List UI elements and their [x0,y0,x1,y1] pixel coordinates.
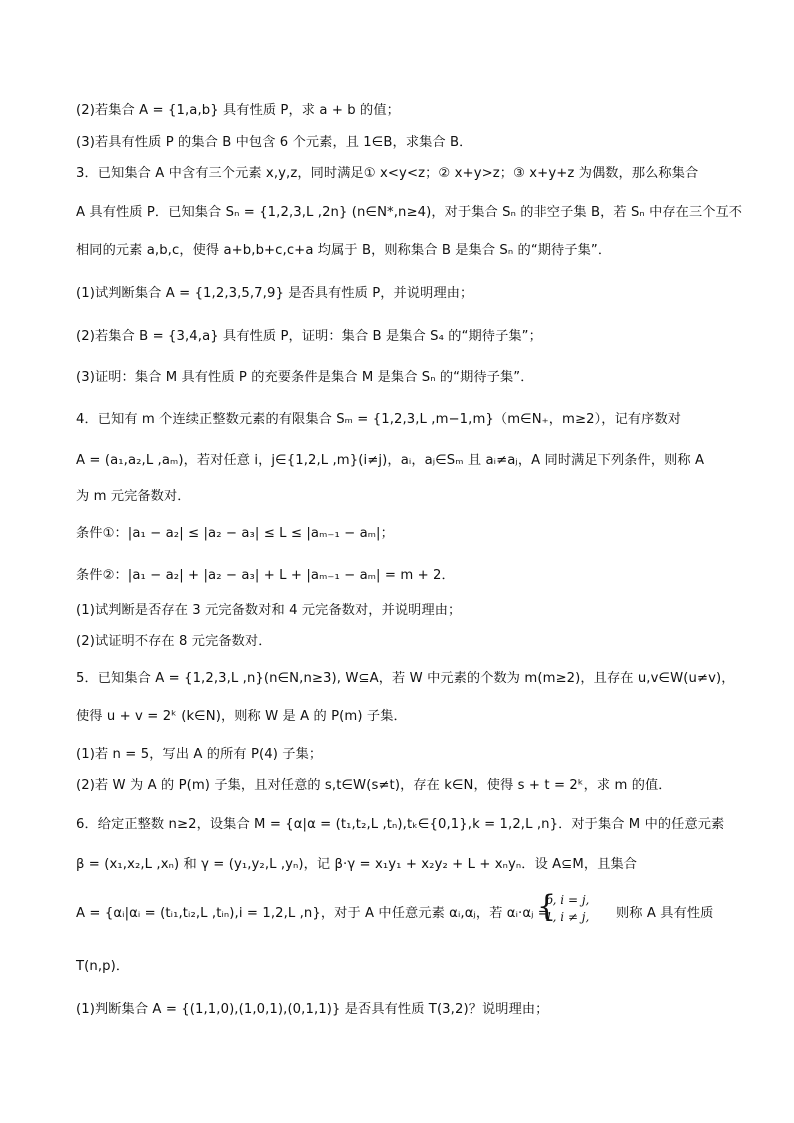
q2-part2: (2)若集合 A = {1,a,b} 具有性质 P，求 a + b 的值； [76,103,400,118]
q4-part2: (2)试证明不存在 8 元完备数对． [76,634,272,649]
q4-condition2: 条件②：|a₁ − a₂| + |a₂ − a₃| + L + |aₘ₋₁ − aₘ| = m + 2． [76,568,455,583]
q4-stem-line3: 为 m 元完备数对． [76,489,191,504]
q4-condition1: 条件①：|a₁ − a₂| ≤ |a₂ − a₃| ≤ L ≤ |aₘ₋₁ − aₘ|； [76,526,394,541]
q5-stem-line2: 使得 u + v = 2ᵏ (k∈N)，则称 W 是 A 的 P(m) 子集． [76,709,407,724]
q5-part2: (2)若 W 为 A 的 P(m) 子集，且对任意的 s,t∈W(s≠t)，存在 k∈N，使得 s + t = 2ᵏ，求 m 的值． [76,778,672,793]
piecewise-cases [537,889,590,926]
case-row-2: 1, i ≠ j, [545,910,590,924]
q3-stem-line2: A 具有性质 P．已知集合 Sₙ = {1,2,3,L ,2n} (n∈N*,n≥4)，对于集合 Sₙ 的非空子集 B，若 Sₙ 中存在三个互不 [76,205,743,220]
q6-stem-line1: 6．给定正整数 n≥2，设集合 M = {α|α = (t₁,t₂,L ,tₙ),tₖ∈{0,1},k = 1,2,L ,n}．对于集合 M 中的任意元素 [76,817,725,832]
q6-stem-tail: 则称 A 具有性质 [616,906,714,921]
q3-stem-line1: 3．已知集合 A 中含有三个元素 x,y,z，同时满足① x<y<z；② x+y>z；③ x+y+z 为偶数，那么称集合 [76,166,699,181]
q6-stem-line2: β = (x₁,x₂,L ,xₙ) 和 γ = (y₁,y₂,L ,yₙ)，记 β·γ = x₁y₁ + x₂y₂ + L + xₙyₙ．设 A⊆M，且集合 [76,857,638,872]
q4-stem-line1: 4．已知有 m 个连续正整数元素的有限集合 Sₘ = {1,2,3,L ,m−1,m}（m∈N₊，m≥2），记有序数对 [76,412,682,427]
q4-stem-line2: A = (a₁,a₂,L ,aₘ)，若对任意 i，j∈{1,2,L ,m}(i≠j)，aᵢ，aⱼ∈Sₘ 且 aᵢ≠aⱼ，A 同时满足下列条件，则称 A [76,453,705,468]
q6-stem-line3: A = {αᵢ|αᵢ = (tᵢ₁,tᵢ₂,L ,tᵢₙ),i = 1,2,L ,n}，对于 A 中任意元素 αᵢ,αⱼ，若 αᵢ·αⱼ = [76,906,549,921]
q4-part1: (1)试判断是否存在 3 元完备数对和 4 元完备数对，并说明理由； [76,603,462,618]
left-brace: { [537,889,557,924]
q3-stem-line3: 相同的元素 a,b,c，使得 a+b,b+c,c+a 均属于 B，则称集合 B 是集合 Sₙ 的“期待子集”． [76,243,612,258]
q3-part2: (2)若集合 B = {3,4,a} 具有性质 P，证明：集合 B 是集合 S₄ 的“期待子集”； [76,329,542,344]
q6-stem-line4: T(n,p)． [76,959,130,974]
q5-stem-line1: 5．已知集合 A = {1,2,3,L ,n}(n∈N,n≥3), W⊆A，若 W 中元素的个数为 m(m≥2)，且存在 u,v∈W(u≠v)， [76,671,735,686]
case-row-1: p, i = j, [545,893,590,907]
q3-part3: (3)证明：集合 M 具有性质 P 的充要条件是集合 M 是集合 Sₙ 的“期待子集”． [76,370,534,385]
q2-part3: (3)若具有性质 P 的集合 B 中包含 6 个元素，且 1∈B，求集合 B． [76,135,473,150]
q5-part1: (1)若 n = 5，写出 A 的所有 P(4) 子集； [76,747,323,762]
q3-part1: (1)试判断集合 A = {1,2,3,5,7,9} 是否具有性质 P，并说明理由； [76,286,474,301]
q6-part1: (1)判断集合 A = {(1,1,0),(1,0,1),(0,1,1)} 是否具有性质 T(3,2)？说明理由； [76,1002,549,1017]
